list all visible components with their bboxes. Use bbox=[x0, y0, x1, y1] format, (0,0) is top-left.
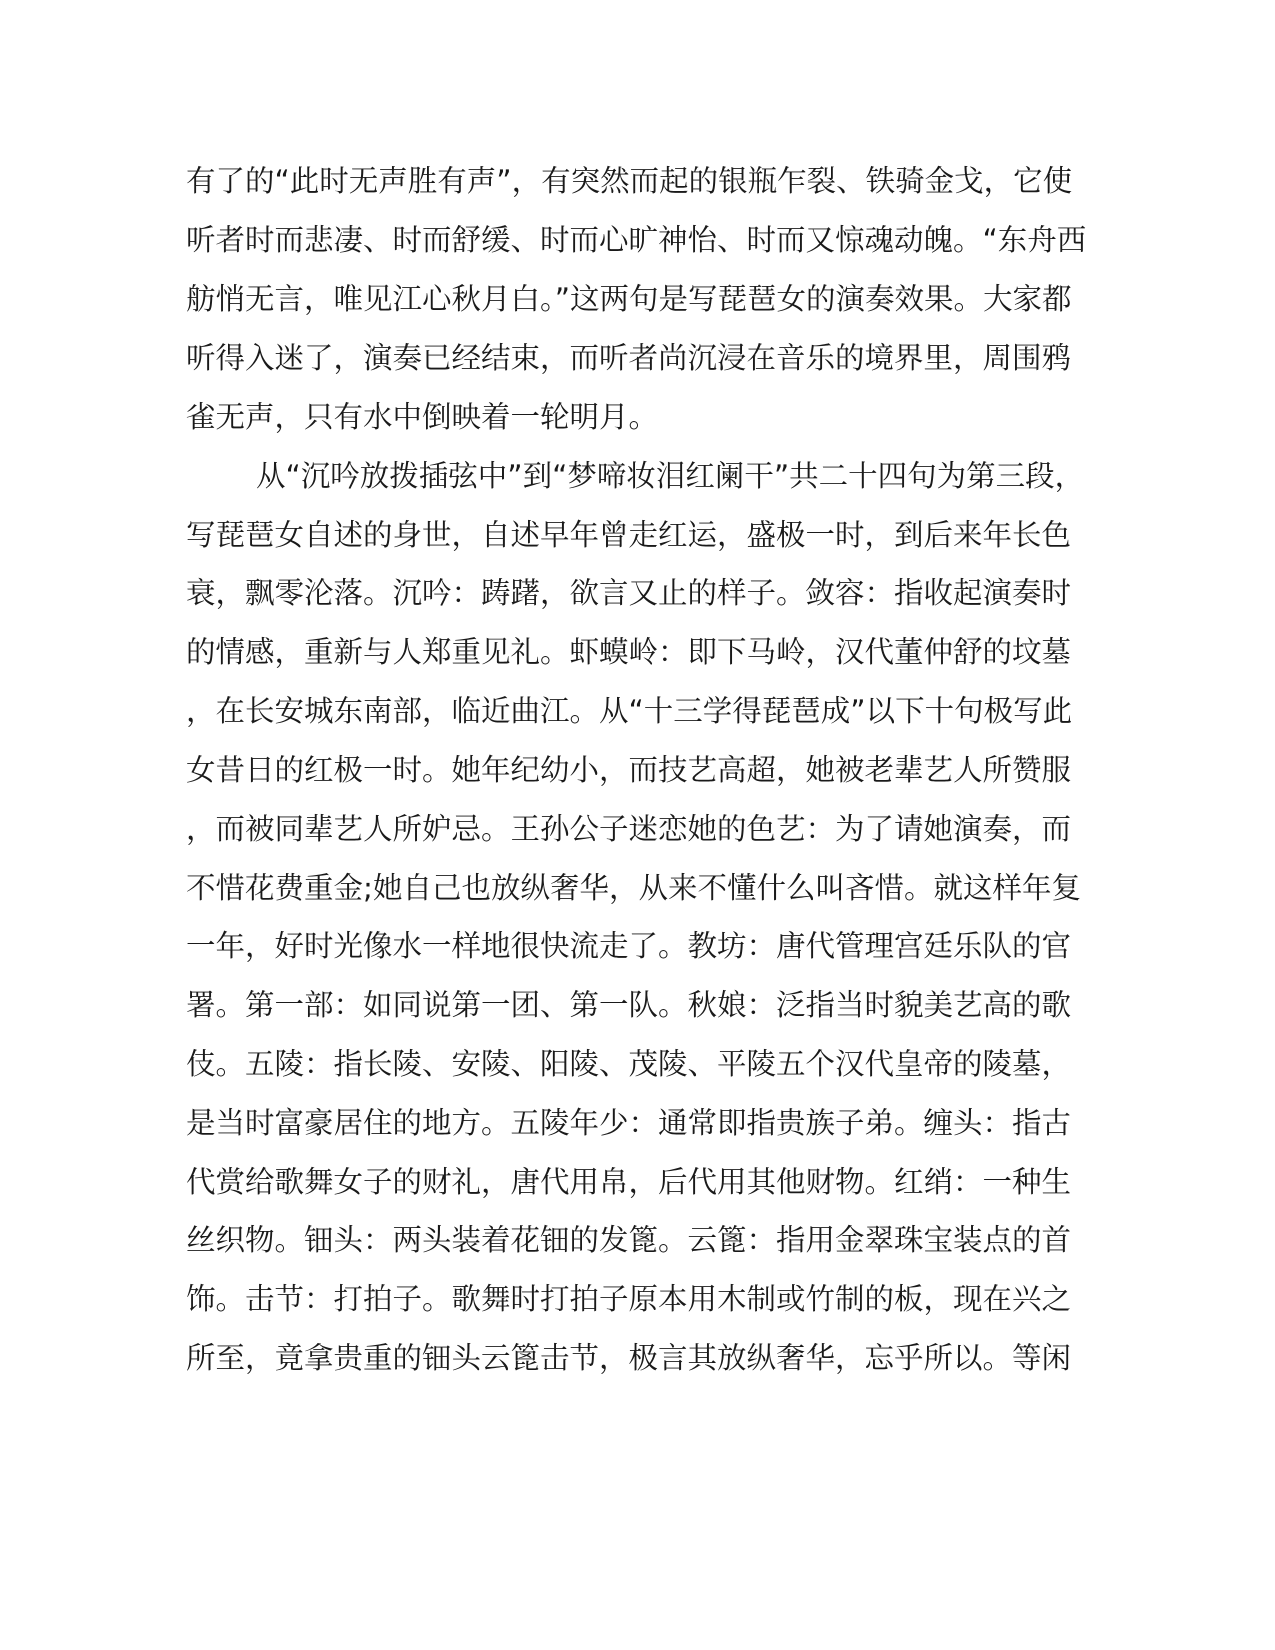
text-line: 雀无声，只有水中倒映着一轮明月。 bbox=[186, 400, 659, 434]
text-line: 饰。击节：打拍子。歌舞时打拍子原本用木制或竹制的板，现在兴之 bbox=[186, 1282, 1072, 1316]
text-line: 署。第一部：如同说第一团、第一队。秋娘：泛指当时貌美艺高的歌 bbox=[186, 988, 1072, 1022]
text-line: 的情感，重新与人郑重见礼。虾蟆岭：即下马岭，汉代董仲舒的坟墓 bbox=[186, 635, 1072, 669]
paragraph-first-line: 从“沉吟放拨插弦中”到“梦啼妆泪红阑干”共二十四句为第三段， bbox=[256, 459, 1085, 493]
text-line: 代赏给歌舞女子的财礼，唐代用帛，后代用其他财物。红绡：一种生 bbox=[186, 1165, 1072, 1199]
text-line: 伎。五陵：指长陵、安陵、阳陵、茂陵、平陵五个汉代皇帝的陵墓， bbox=[186, 1047, 1072, 1081]
text-line: 衰，飘零沦落。沉吟：踌躇，欲言又止的样子。敛容：指收起演奏时 bbox=[186, 576, 1072, 610]
text-line: 不惜花费重金;她自己也放纵奢华，从来不懂什么叫吝惜。就这样年复 bbox=[186, 871, 1081, 905]
text-line: ，而被同辈艺人所妒忌。王孙公子迷恋她的色艺：为了请她演奏，而 bbox=[186, 812, 1072, 846]
text-line: 有了的“此时无声胜有声”，有突然而起的银瓶乍裂、铁骑金戈，它使 bbox=[186, 164, 1073, 198]
text-line: 一年，好时光像水一样地很快流走了。教坊：唐代管理宫廷乐队的官 bbox=[186, 929, 1072, 963]
text-line: 女昔日的红极一时。她年纪幼小，而技艺高超，她被老辈艺人所赞服 bbox=[186, 753, 1072, 787]
text-line: 所至，竟拿贵重的钿头云篦击节，极言其放纵奢华，忘乎所以。等闲 bbox=[186, 1341, 1072, 1375]
text-line: 听得入迷了，演奏已经结束，而听者尚沉浸在音乐的境界里，周围鸦 bbox=[186, 341, 1072, 375]
text-line: 丝织物。钿头：两头装着花钿的发篦。云篦：指用金翠珠宝装点的首 bbox=[186, 1223, 1072, 1257]
text-line: 是当时富豪居住的地方。五陵年少：通常即指贵族子弟。缠头：指古 bbox=[186, 1106, 1072, 1140]
text-line: ，在长安城东南部，临近曲江。从“十三学得琵琶成”以下十句极写此 bbox=[186, 694, 1073, 728]
text-line: 听者时而悲凄、时而舒缓、时而心旷神怡、时而又惊魂动魄。“东舟西 bbox=[186, 223, 1087, 257]
text-line: 写琵琶女自述的身世，自述早年曾走红运，盛极一时，到后来年长色 bbox=[186, 518, 1072, 552]
text-line: 舫悄无言，唯见江心秋月白。”这两句是写琵琶女的演奏效果。大家都 bbox=[186, 282, 1072, 316]
